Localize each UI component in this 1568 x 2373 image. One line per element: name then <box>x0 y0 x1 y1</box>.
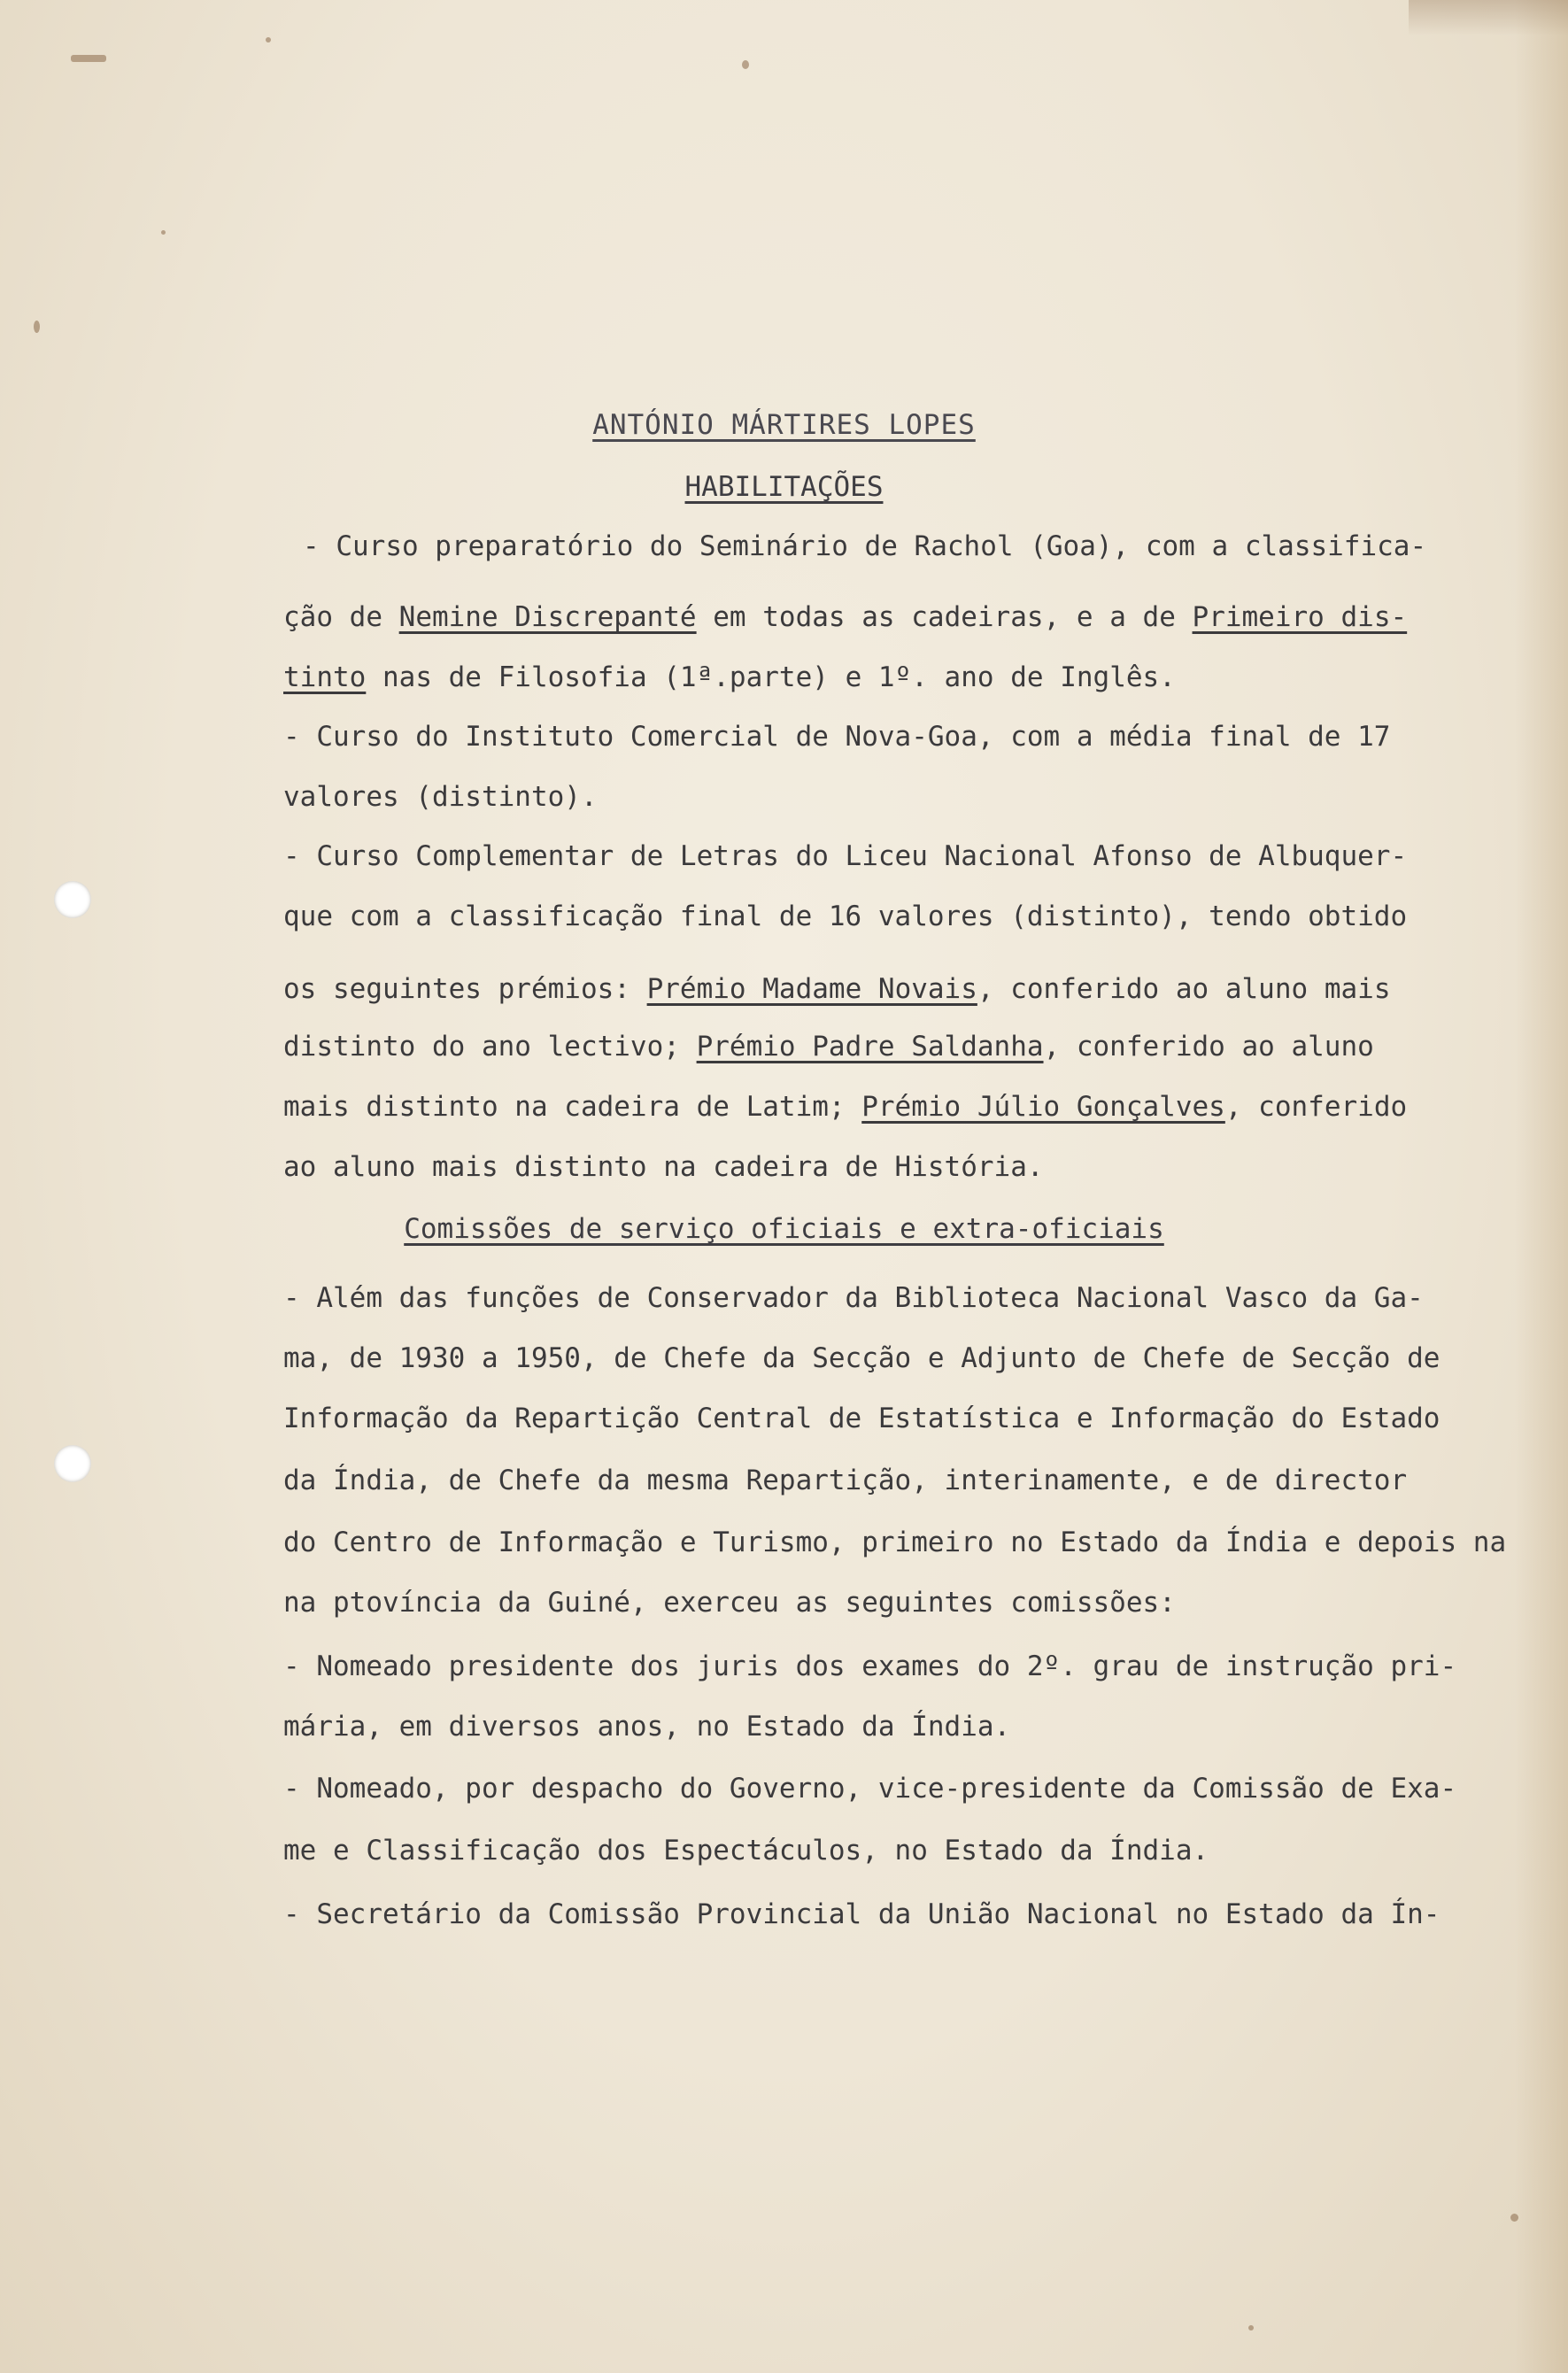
line-text: , conferido ao aluno <box>1043 1031 1374 1063</box>
text-line <box>283 779 1514 815</box>
section-heading-comissoes: Comissões de serviço oficiais e extra-oficiais <box>404 1213 1164 1245</box>
text-line <box>283 1463 1514 1498</box>
paper-speck <box>161 230 166 235</box>
text-line <box>283 719 1514 754</box>
text-line <box>283 1771 1514 1806</box>
line-text: nas de Filosofia (1ª.parte) e 1º. ano de Inglês. <box>366 661 1176 693</box>
line-text: valores (distinto). <box>283 781 598 813</box>
line-text: - Curso do Instituto Comercial de Nova-Goa, com a média final de 17 <box>283 721 1391 753</box>
line-text: que com a classificação final de 16 valores (distinto), tendo obtido <box>283 901 1408 932</box>
text-line <box>283 971 1514 1007</box>
text-line <box>283 839 1514 874</box>
text-line <box>283 1709 1514 1744</box>
paper-speck <box>34 321 40 333</box>
line-text: - Secretário da Comissão Provincial da União Nacional no Estado da Ín- <box>283 1898 1441 1930</box>
line-text: ma, de 1930 a 1950, de Chefe da Secção e Adjunto de Chefe de Secção de <box>283 1342 1441 1374</box>
line-text: me e Classificação dos Espectáculos, no Estado da Índia. <box>283 1835 1209 1867</box>
underlined-term: tinto <box>283 661 367 693</box>
line-text: mária, em diversos anos, no Estado da Índia. <box>283 1711 1011 1743</box>
text-line <box>283 1897 1514 1932</box>
text-line <box>283 1149 1514 1185</box>
text-line <box>283 1341 1514 1376</box>
line-text: do Centro de Informação e Turismo, primeiro no Estado da Índia e depois na <box>283 1527 1507 1558</box>
text-line <box>283 1649 1514 1684</box>
paper-top-stain <box>1409 0 1568 35</box>
paper-speck <box>742 60 749 69</box>
line-text: - Nomeado presidente dos juris dos exames do 2º. grau de instrução pri- <box>283 1650 1457 1682</box>
punch-hole-top <box>54 881 91 918</box>
text-line <box>283 599 1514 635</box>
underlined-term: Primeiro dis- <box>1192 601 1408 633</box>
line-text: - Além das funções de Conservador da Biblioteca Nacional Vasco da Ga- <box>283 1282 1424 1314</box>
punch-hole-bottom <box>54 1445 91 1482</box>
text-line <box>283 1585 1514 1620</box>
line-text: em todas as cadeiras, e a de <box>696 601 1193 633</box>
document-title: ANTÓNIO MÁRTIRES LOPES <box>592 409 976 441</box>
text-line <box>283 1525 1514 1560</box>
text-line <box>283 1089 1514 1125</box>
underlined-term: Nemine Discrepanté <box>398 601 697 633</box>
line-text: - Nomeado, por despacho do Governo, vice-presidente da Comissão de Exa- <box>283 1773 1457 1805</box>
line-text: mais distinto na cadeira de Latim; <box>283 1091 862 1123</box>
text-line <box>283 660 1514 695</box>
paper-edge-stain <box>1515 0 1568 2373</box>
paper-speck <box>266 37 271 43</box>
text-line <box>303 529 1533 564</box>
paper-speck <box>1510 2214 1518 2222</box>
text-line <box>283 1401 1514 1436</box>
text-line <box>283 1029 1514 1064</box>
text-line <box>283 1280 1514 1316</box>
line-text: , conferido ao aluno mais <box>977 973 1391 1005</box>
line-text: Informação da Repartição Central de Estatística e Informação do Estado <box>283 1403 1441 1434</box>
text-line <box>283 899 1514 934</box>
text-line <box>283 1833 1514 1868</box>
paper-speck <box>1248 2325 1254 2330</box>
line-text: ao aluno mais distinto na cadeira de História. <box>283 1151 1044 1183</box>
line-text: distinto do ano lectivo; <box>283 1031 697 1063</box>
line-text: na ptovíncia da Guiné, exerceu as seguintes comissões: <box>283 1587 1176 1619</box>
line-text: - Curso Complementar de Letras do Liceu Nacional Afonso de Albuquer- <box>283 840 1408 872</box>
underlined-term: Prémio Júlio Gonçalves <box>861 1091 1225 1123</box>
line-text: ção de <box>283 601 399 633</box>
line-text: - Curso preparatório do Seminário de Rachol (Goa), com a classifica- <box>303 530 1427 562</box>
line-text: da Índia, de Chefe da mesma Repartição, interinamente, e de director <box>283 1465 1408 1496</box>
underlined-term: Prémio Madame Novais <box>646 973 977 1005</box>
section-heading-habilitacoes: HABILITAÇÕES <box>684 471 884 503</box>
line-text: , conferido <box>1224 1091 1408 1123</box>
line-text: os seguintes prémios: <box>283 973 647 1005</box>
paper-speck <box>71 55 106 62</box>
underlined-term: Prémio Padre Saldanha <box>696 1031 1044 1063</box>
